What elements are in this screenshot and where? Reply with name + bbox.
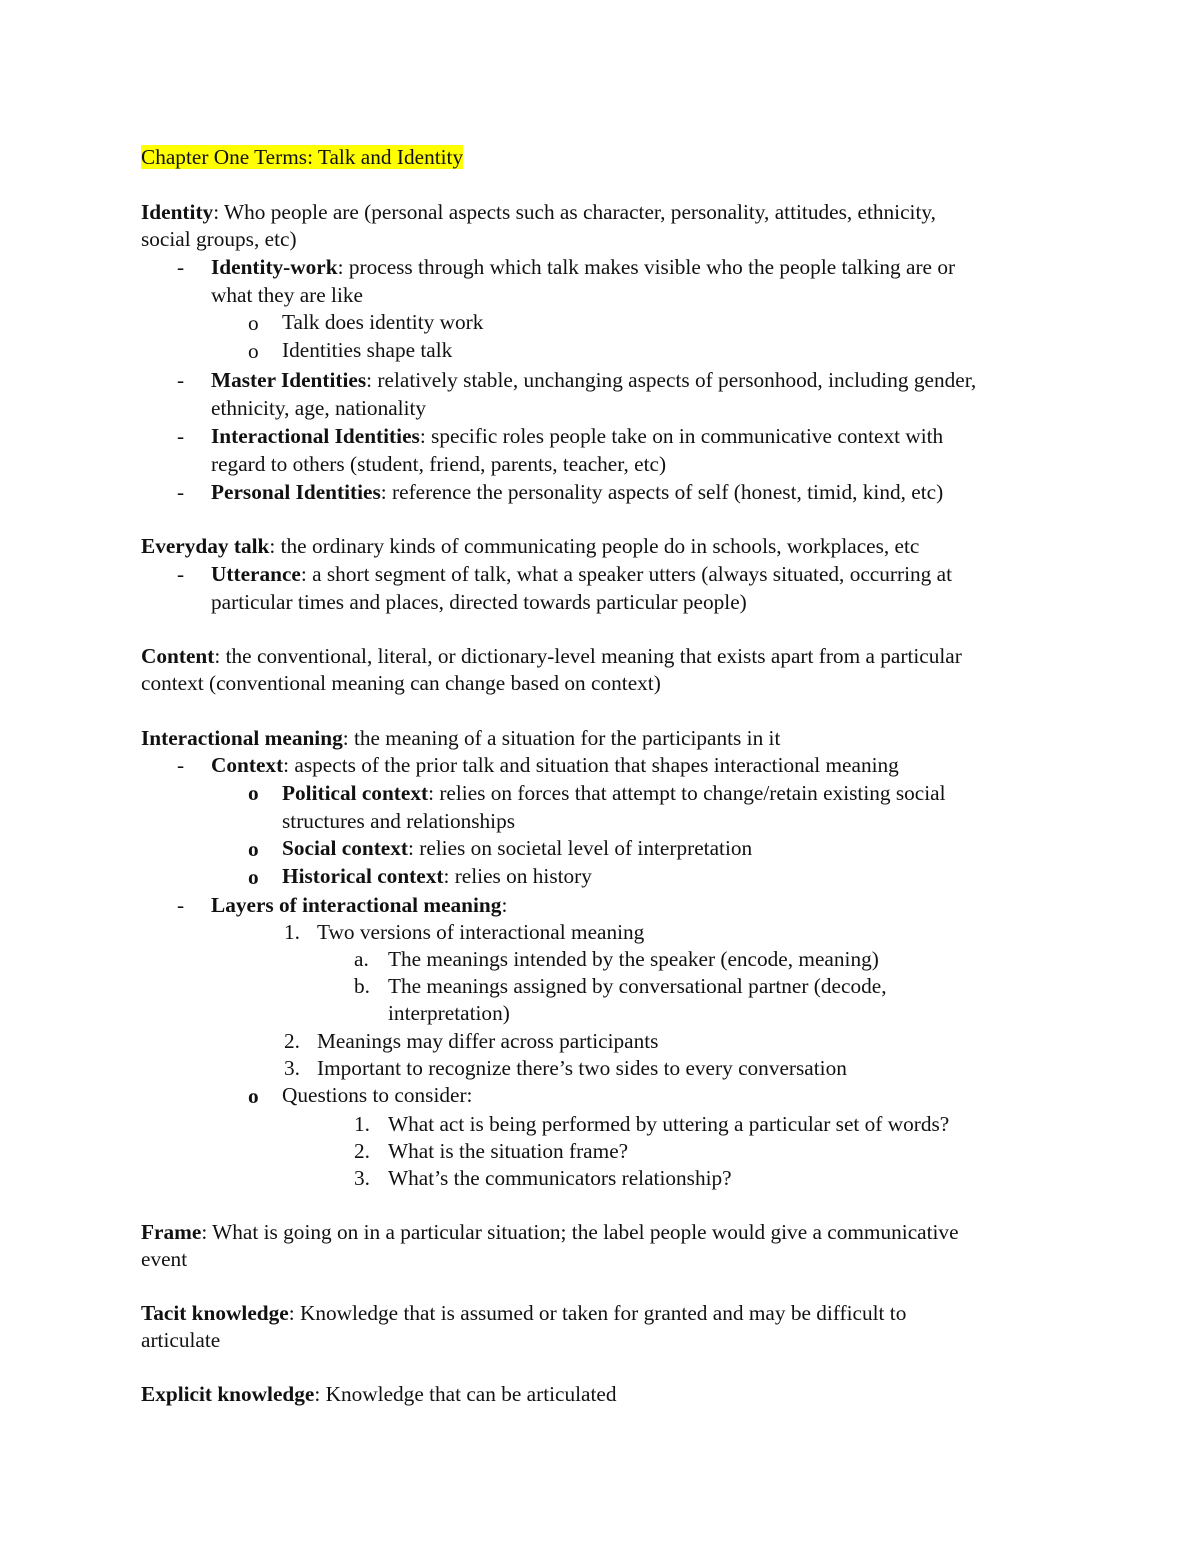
term-social-context: Social context: relies on societal level of interpretation — [282, 836, 753, 860]
term-frame: Frame: What is going on in a particular situation; the label people would give a communicative — [141, 1220, 959, 1244]
circle-bullet: o — [248, 1084, 259, 1108]
list-item: What’s the communicators relationship? — [388, 1166, 732, 1190]
list-item: The meanings intended by the speaker (encode, meaning) — [388, 947, 879, 971]
letter-marker: a. — [354, 947, 369, 971]
list-item-continued: interpretation) — [388, 1001, 510, 1025]
circle-bullet: o — [248, 837, 259, 861]
dash-bullet: - — [177, 368, 185, 392]
number-marker: 1. — [284, 920, 300, 944]
term-explicit-knowledge: Explicit knowledge: Knowledge that can be articulated — [141, 1382, 617, 1406]
document-title: Chapter One Terms: Talk and Identity — [141, 145, 464, 169]
list-item: The meanings assigned by conversational partner (decode, — [388, 974, 887, 998]
dash-bullet: - — [177, 893, 185, 917]
term-master-identities-continued: ethnicity, age, nationality — [211, 396, 427, 420]
term-identity-continued: social groups, etc) — [141, 227, 297, 251]
circle-bullet: o — [248, 339, 259, 363]
term-tacit-knowledge: Tacit knowledge: Knowledge that is assumed or taken for granted and may be difficult to — [141, 1301, 907, 1325]
list-item: Meanings may differ across participants — [317, 1029, 659, 1053]
number-marker: 3. — [284, 1056, 300, 1080]
dash-bullet: - — [177, 480, 185, 504]
term-political-context: Political context: relies on forces that attempt to change/retain existing social — [282, 781, 946, 805]
term-interactional-identities-continued: regard to others (student, friend, parents, teacher, etc) — [211, 452, 667, 476]
term-frame-continued: event — [141, 1247, 188, 1271]
dash-bullet: - — [177, 255, 185, 279]
term-utterance-continued: particular times and places, directed towards particular people) — [211, 590, 747, 614]
term-master-identities: Master Identities: relatively stable, unchanging aspects of personhood, including gender, — [211, 368, 977, 392]
term-interactional-meaning: Interactional meaning: the meaning of a situation for the participants in it — [141, 726, 781, 750]
number-marker: 3. — [354, 1166, 370, 1190]
term-political-context-continued: structures and relationships — [282, 809, 516, 833]
term-layers: Layers of interactional meaning: — [211, 893, 508, 917]
term-identity: Identity: Who people are (personal aspects such as character, personality, attitudes, ethnicity, — [141, 200, 936, 224]
term-tacit-knowledge-continued: articulate — [141, 1328, 221, 1352]
list-item: Identities shape talk — [282, 338, 453, 362]
term-utterance: Utterance: a short segment of talk, what a speaker utters (always situated, occurring at — [211, 562, 952, 586]
number-marker: 2. — [284, 1029, 300, 1053]
dash-bullet: - — [177, 562, 185, 586]
term-content-continued: context (conventional meaning can change based on context) — [141, 671, 661, 695]
list-item: Talk does identity work — [282, 310, 484, 334]
list-item: What act is being performed by uttering a particular set of words? — [388, 1112, 950, 1136]
term-content: Content: the conventional, literal, or dictionary-level meaning that exists apart from a particular — [141, 644, 962, 668]
number-marker: 2. — [354, 1139, 370, 1163]
term-identity-work-continued: what they are like — [211, 283, 363, 307]
list-item: Questions to consider: — [282, 1083, 473, 1107]
list-item: Two versions of interactional meaning — [317, 920, 645, 944]
dash-bullet: - — [177, 424, 185, 448]
number-marker: 1. — [354, 1112, 370, 1136]
term-everyday-talk: Everyday talk: the ordinary kinds of communicating people do in schools, workplaces, etc — [141, 534, 920, 558]
list-item: What is the situation frame? — [388, 1139, 629, 1163]
term-identity-work: Identity-work: process through which talk makes visible who the people talking are or — [211, 255, 956, 279]
circle-bullet: o — [248, 311, 259, 335]
list-item: Important to recognize there’s two sides to every conversation — [317, 1056, 847, 1080]
term-interactional-identities: Interactional Identities: specific roles people take on in communicative context with — [211, 424, 944, 448]
circle-bullet: o — [248, 865, 259, 889]
term-personal-identities: Personal Identities: reference the personality aspects of self (honest, timid, kind, etc) — [211, 480, 944, 504]
term-historical-context: Historical context: relies on history — [282, 864, 592, 888]
circle-bullet: o — [248, 781, 259, 805]
letter-marker: b. — [354, 974, 370, 998]
term-context: Context: aspects of the prior talk and situation that shapes interactional meaning — [211, 753, 899, 777]
dash-bullet: - — [177, 753, 185, 777]
